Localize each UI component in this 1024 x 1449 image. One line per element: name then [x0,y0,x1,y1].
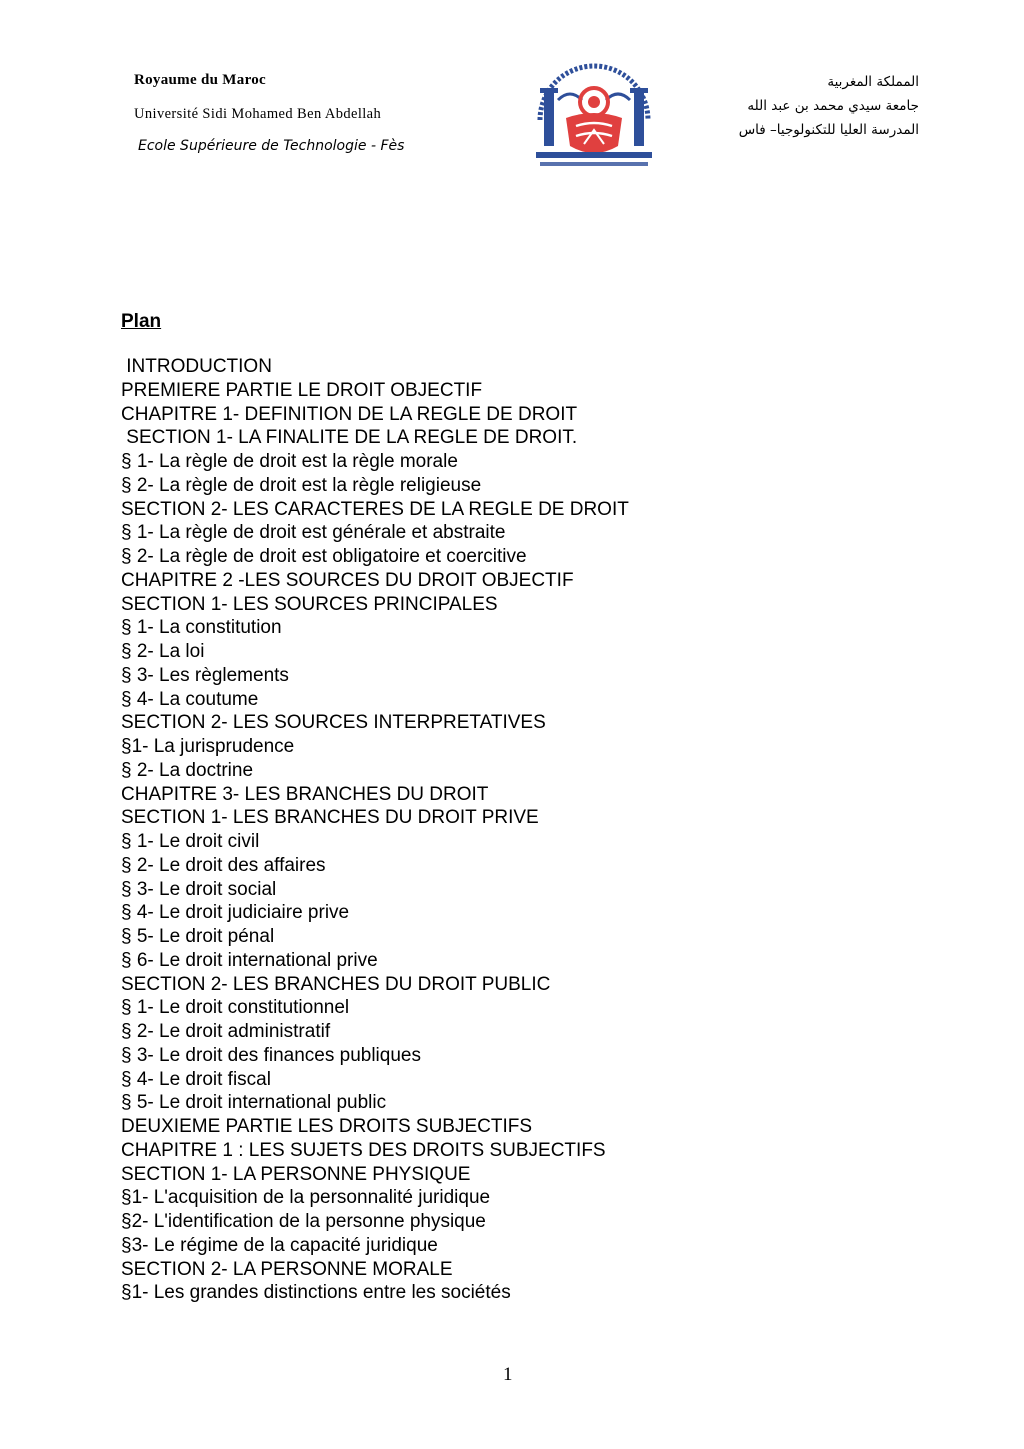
toc-item: § 4- La coutume [121,688,259,710]
toc-item: § 2- La loi [121,641,205,662]
toc-item: § 1- La constitution [121,617,282,639]
toc-item: SECTION 2- LES SOURCES INTERPRETATIVES [121,712,546,734]
toc-item: DEUXIEME PARTIE LES DROITS SUBJECTIFS [121,1116,533,1137]
toc-item: § 2- Le droit administratif [121,1021,331,1042]
toc-item: § 2- La règle de droit est la règle religieuse [121,474,482,496]
toc-item: SECTION 1- LES BRANCHES DU DROIT PRIVE [121,807,539,829]
plan-title: Plan [121,311,162,332]
toc-item: SECTION 2- LA PERSONNE MORALE [121,1258,453,1280]
toc-item: SECTION 1- LES SOURCES PRINCIPALES [121,593,498,615]
toc-item: CHAPITRE 2 -LES SOURCES DU DROIT OBJECTIF [121,569,574,591]
header-university-ar: جامعة سيدي محمد بن عبد الله [747,98,919,114]
toc-item: §1- Les grandes distinctions entre les sociétés [121,1282,511,1304]
toc-item: § 1- La règle de droit est la règle morale [121,451,458,472]
header-school-ar: المدرسة العليا للتكنولوجيا– فاس [738,122,919,138]
header-kingdom-ar: المملكة المغربية [827,74,919,90]
toc-item: § 2- La doctrine [121,759,254,781]
toc-item: SECTION 1- LA PERSONNE PHYSIQUE [121,1163,471,1185]
toc-item: § 4- Le droit fiscal [121,1068,271,1090]
toc-item: §1- L'acquisition de la personnalité juridique [121,1187,491,1209]
toc-item: CHAPITRE 1- DEFINITION DE LA REGLE DE DROIT [121,403,578,425]
toc-item: §3- Le régime de la capacité juridique [121,1234,438,1256]
toc-item: § 4- Le droit judiciaire prive [121,902,350,924]
toc-item: § 1- Le droit constitutionnel [121,997,350,1019]
toc-item: § 3- Les règlements [121,664,289,686]
header-university-fr: Université Sidi Mohamed Ben Abdellah [134,106,382,122]
toc-item: INTRODUCTION [121,356,272,377]
toc-item: § 2- Le droit des affaires [121,854,326,876]
toc-item: CHAPITRE 3- LES BRANCHES DU DROIT [121,783,489,805]
toc-item: §1- La jurisprudence [121,736,295,757]
toc-item: SECTION 1- LA FINALITE DE LA REGLE DE DROIT. [121,427,578,449]
toc-item: § 5- Le droit pénal [121,926,275,947]
toc-item: § 5- Le droit international public [121,1092,387,1114]
page-number: 1 [503,1364,513,1385]
toc-item: CHAPITRE 1 : LES SUJETS DES DROITS SUBJECTIFS [121,1139,606,1161]
table-of-contents [121,355,629,1305]
toc-item: § 3- Le droit social [121,878,277,900]
toc-item: § 1- La règle de droit est générale et abstraite [121,522,506,544]
header-right-block [739,74,919,146]
toc-item: SECTION 2- LES CARACTERES DE LA REGLE DE DROIT [121,498,629,520]
header-school-fr: Ecole Supérieure de Technologie - Fès [138,138,405,154]
university-emblem-icon [530,60,658,172]
toc-item: SECTION 2- LES BRANCHES DU DROIT PUBLIC [121,973,551,995]
header-left-block [134,72,404,158]
header-kingdom-fr: Royaume du Maroc [134,72,267,88]
toc-item: § 6- Le droit international prive [121,949,378,971]
toc-item: § 1- Le droit civil [121,831,260,852]
toc-item: PREMIERE PARTIE LE DROIT OBJECTIF [121,379,483,401]
toc-item: § 2- La règle de droit est obligatoire et coercitive [121,546,527,567]
toc-item: § 3- Le droit des finances publiques [121,1044,421,1066]
toc-item: §2- L'identification de la personne physique [121,1211,486,1232]
